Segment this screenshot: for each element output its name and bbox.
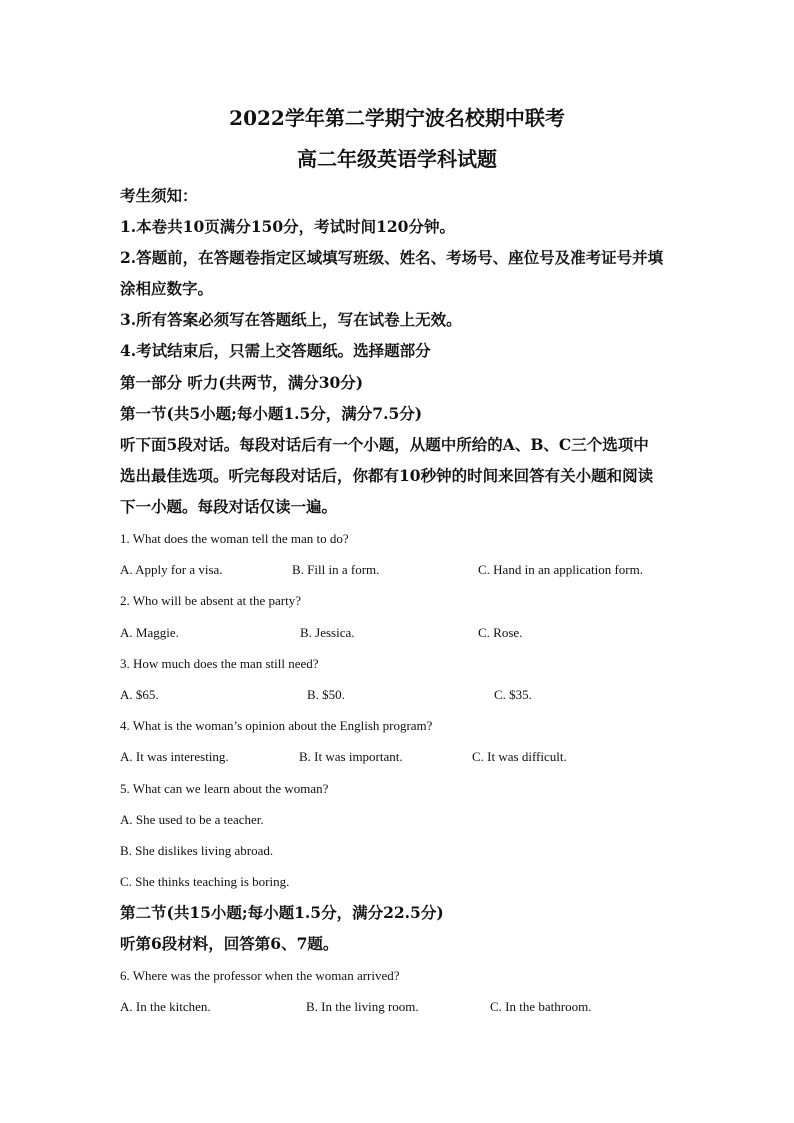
option-c: C. She thinks teaching is boring. (120, 874, 290, 889)
option-b: B. It was important. (299, 749, 403, 764)
notice-item: 4.考试结束后，只需上交答题纸。选择题部分 (120, 341, 431, 360)
option-c: C. $35. (494, 687, 532, 702)
option-a: A. She used to be a teacher. (120, 812, 264, 827)
notice-item: 1.本卷共10页满分150分，考试时间120分钟。 (120, 217, 455, 236)
option-a: A. In the kitchen. (120, 999, 211, 1014)
notice-item: 2.答题前，在答题卷指定区域填写班级、姓名、考场号、座位号及准考证号并填 (120, 248, 664, 267)
question-stem: 2. Who will be absent at the party? (120, 593, 301, 608)
option-a: A. $65. (120, 687, 159, 702)
section1-instructions: 下一小题。每段对话仅读一遍。 (120, 497, 338, 516)
section1-heading: 第一节(共5小题;每小题1.5分，满分7.5分) (120, 404, 423, 423)
option-b: B. Fill in a form. (292, 562, 380, 577)
section1-instructions: 选出最佳选项。听完每段对话后，你都有10秒钟的时间来回答有关小题和阅读 (120, 466, 654, 485)
option-b: B. She dislikes living abroad. (120, 843, 274, 858)
exam-subtitle: 高二年级英语学科试题 (297, 147, 497, 171)
part1-heading: 第一部分 听力(共两节，满分30分) (120, 373, 364, 392)
notice-item: 涂相应数字。 (120, 279, 214, 298)
option-b: B. In the living room. (306, 999, 419, 1014)
option-c: C. It was difficult. (472, 749, 567, 764)
option-c: C. Rose. (478, 625, 523, 640)
option-b: B. $50. (307, 687, 345, 702)
option-c: C. Hand in an application form. (478, 562, 643, 577)
notice-heading: 考生须知： (120, 186, 198, 205)
option-a: A. It was interesting. (120, 749, 229, 764)
question-stem: 6. Where was the professor when the woman arrived? (120, 968, 400, 983)
option-c: C. In the bathroom. (490, 999, 592, 1014)
notice-item: 3.所有答案必须写在答题纸上，写在试卷上无效。 (120, 310, 462, 329)
section1-instructions: 听下面5段对话。每段对话后有一个小题，从题中所给的A、B、C三个选项中 (120, 435, 649, 454)
question-stem: 3. How much does the man still need? (120, 656, 319, 671)
section2-heading: 第二节(共15小题;每小题1.5分，满分22.5分) (120, 903, 444, 922)
question-stem: 1. What does the woman tell the man to do? (120, 531, 349, 546)
exam-title: 2022学年第二学期宁波名校期中联考 (229, 106, 565, 130)
option-a: A. Maggie. (120, 625, 179, 640)
question-stem: 4. What is the woman’s opinion about the English program? (120, 718, 433, 733)
option-b: B. Jessica. (300, 625, 355, 640)
option-a: A. Apply for a visa. (120, 562, 223, 577)
question-stem: 5. What can we learn about the woman? (120, 781, 329, 796)
section2-material: 听第6段材料，回答第6、7题。 (120, 934, 339, 953)
